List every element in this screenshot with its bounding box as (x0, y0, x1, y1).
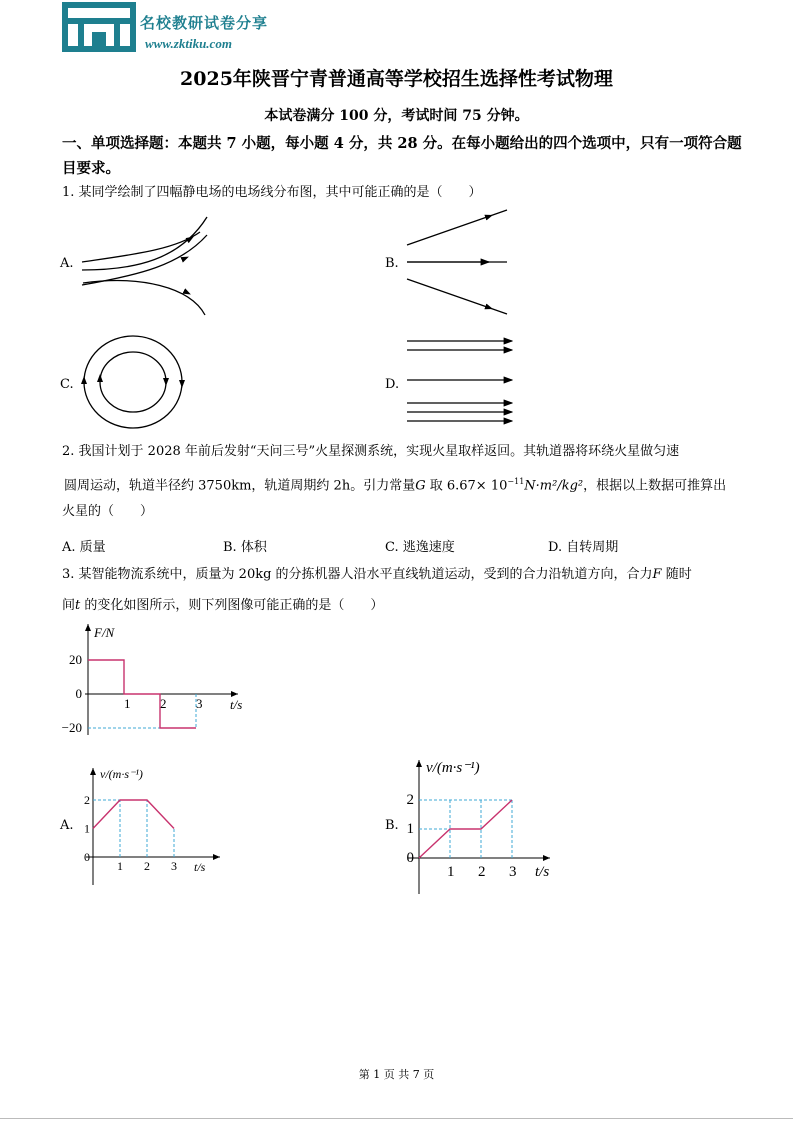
achart-x-tick-2: 2 (144, 859, 150, 873)
q2-unit: N·m²/kg² (524, 478, 584, 494)
q3-option-a-label[interactable]: A. (60, 818, 74, 833)
question-3-line-1 (62, 566, 692, 584)
bchart-x-tick-3: 3 (509, 864, 517, 880)
q2-exponent: −11 (507, 477, 525, 486)
achart-x-tick-3: 3 (171, 859, 177, 873)
brand-url[interactable]: www.zktiku.com (145, 36, 232, 51)
q1-option-d-label[interactable]: D. (385, 377, 400, 392)
q2-text-a: 圆周运动，轨道半径约 3750km，轨道周期约 2h。引力常量 (64, 478, 416, 494)
q3-option-b-label[interactable]: B. (385, 818, 399, 833)
achart-y-tick-0: 0 (84, 850, 90, 864)
achart-x-tick-1: 1 (117, 859, 123, 873)
fchart-y-arrow (85, 624, 91, 631)
page-title: 2025年陕晋宁青普通高等学校招生选择性考试物理 (180, 68, 613, 90)
bchart-x-label: t/s (535, 864, 550, 880)
q2-option-d[interactable]: D. 自转周期 (548, 540, 619, 555)
fchart-x-tick-1: 1 (124, 696, 131, 711)
question-3-line-2 (62, 597, 383, 615)
q1-option-a-label[interactable]: A. (60, 256, 74, 271)
force-time-chart (55, 620, 255, 740)
q3-option-b-chart (400, 752, 560, 897)
achart-y-tick-2: 2 (84, 793, 90, 807)
achart-x-label: t/s (194, 860, 206, 874)
achart-series-line (93, 800, 174, 829)
fchart-y-label: F/N (94, 625, 115, 640)
q3-text-d: 的变化如图所示，则下列图像可能正确的是（ ） (84, 598, 384, 613)
bchart-x-tick-1: 1 (447, 864, 455, 880)
section-heading: 一、单项选择题：本题共 7 小题，每小题 4 分，共 28 分。在每小题给出的四个选项中，只有一项符合题目要求。 (62, 135, 742, 177)
q1-option-c-label[interactable]: C. (60, 377, 74, 392)
fchart-y-tick-0: 0 (75, 686, 82, 701)
fchart-y-tick-neg20: −20 (61, 720, 82, 735)
fchart-x-tick-2: 2 (160, 696, 167, 711)
q3-text-b: 随时 (665, 567, 692, 582)
q2-text-c: ，根据以上数据可推算出 (583, 478, 727, 494)
q3-option-a-chart (80, 760, 230, 890)
q2-var-g: G (415, 478, 426, 494)
question-2-line-1: 2. 我国计划于 2028 年前后发射“天问三号”火星探测系统，实现火星取样返回。其轨道器将环绕火星做匀速 (62, 444, 680, 459)
question-2-line-2 (64, 473, 726, 495)
bchart-y-tick-1: 1 (406, 821, 414, 837)
q3-var-f: F (652, 567, 662, 582)
bchart-y-tick-0: 0 (406, 850, 414, 866)
q2-text-b: 取 6.67× (429, 478, 487, 494)
brand-name: 名校教研试卷分享 (140, 14, 269, 32)
bchart-x-tick-2: 2 (478, 864, 486, 880)
bchart-y-arrow (416, 760, 422, 767)
achart-y-tick-1: 1 (84, 821, 90, 836)
page-bottom-rule (0, 1118, 793, 1119)
achart-y-label: v/(m·s⁻¹) (100, 767, 143, 781)
achart-y-arrow (90, 768, 96, 775)
bchart-y-label: v/(m·s⁻¹) (426, 760, 480, 776)
achart-x-arrow (213, 854, 220, 860)
q3-var-t: t (75, 598, 81, 613)
page-footer: 第 1 页 共 7 页 (358, 1068, 435, 1081)
q2-option-a[interactable]: A. 质量 (62, 540, 106, 555)
q1-option-b-figure (404, 205, 514, 315)
question-2-line-3: 火星的（ ） (62, 504, 154, 519)
fchart-x-label: t/s (230, 697, 243, 712)
q2-option-b[interactable]: B. 体积 (223, 540, 267, 555)
bchart-x-arrow (543, 855, 550, 861)
q3-text-c: 间 (62, 598, 76, 613)
q2-power: 10 (490, 478, 508, 494)
q3-text-a: 3. 某智能物流系统中，质量为 20kg 的分拣机器人沿水平直线轨道运动，受到的合力沿轨道方向，合力 (62, 567, 653, 582)
exam-meta: 本试卷满分 100 分，考试时间 75 分钟。 (264, 108, 529, 124)
school-logo (62, 2, 136, 52)
question-1-stem: 1. 某同学绘制了四幅静电场的电场线分布图，其中可能正确的是（ ） (62, 185, 482, 200)
fchart-x-tick-3: 3 (196, 696, 203, 711)
fchart-y-tick-20: 20 (69, 652, 82, 667)
q2-option-c[interactable]: C. 逃逸速度 (385, 540, 455, 555)
q1-option-b-label[interactable]: B. (385, 256, 399, 271)
bchart-y-tick-2: 2 (406, 792, 414, 808)
bchart-series-line (419, 800, 512, 858)
q1-option-a-figure (80, 215, 215, 320)
q1-option-c-figure (80, 333, 190, 433)
q1-option-d-figure (404, 335, 519, 430)
